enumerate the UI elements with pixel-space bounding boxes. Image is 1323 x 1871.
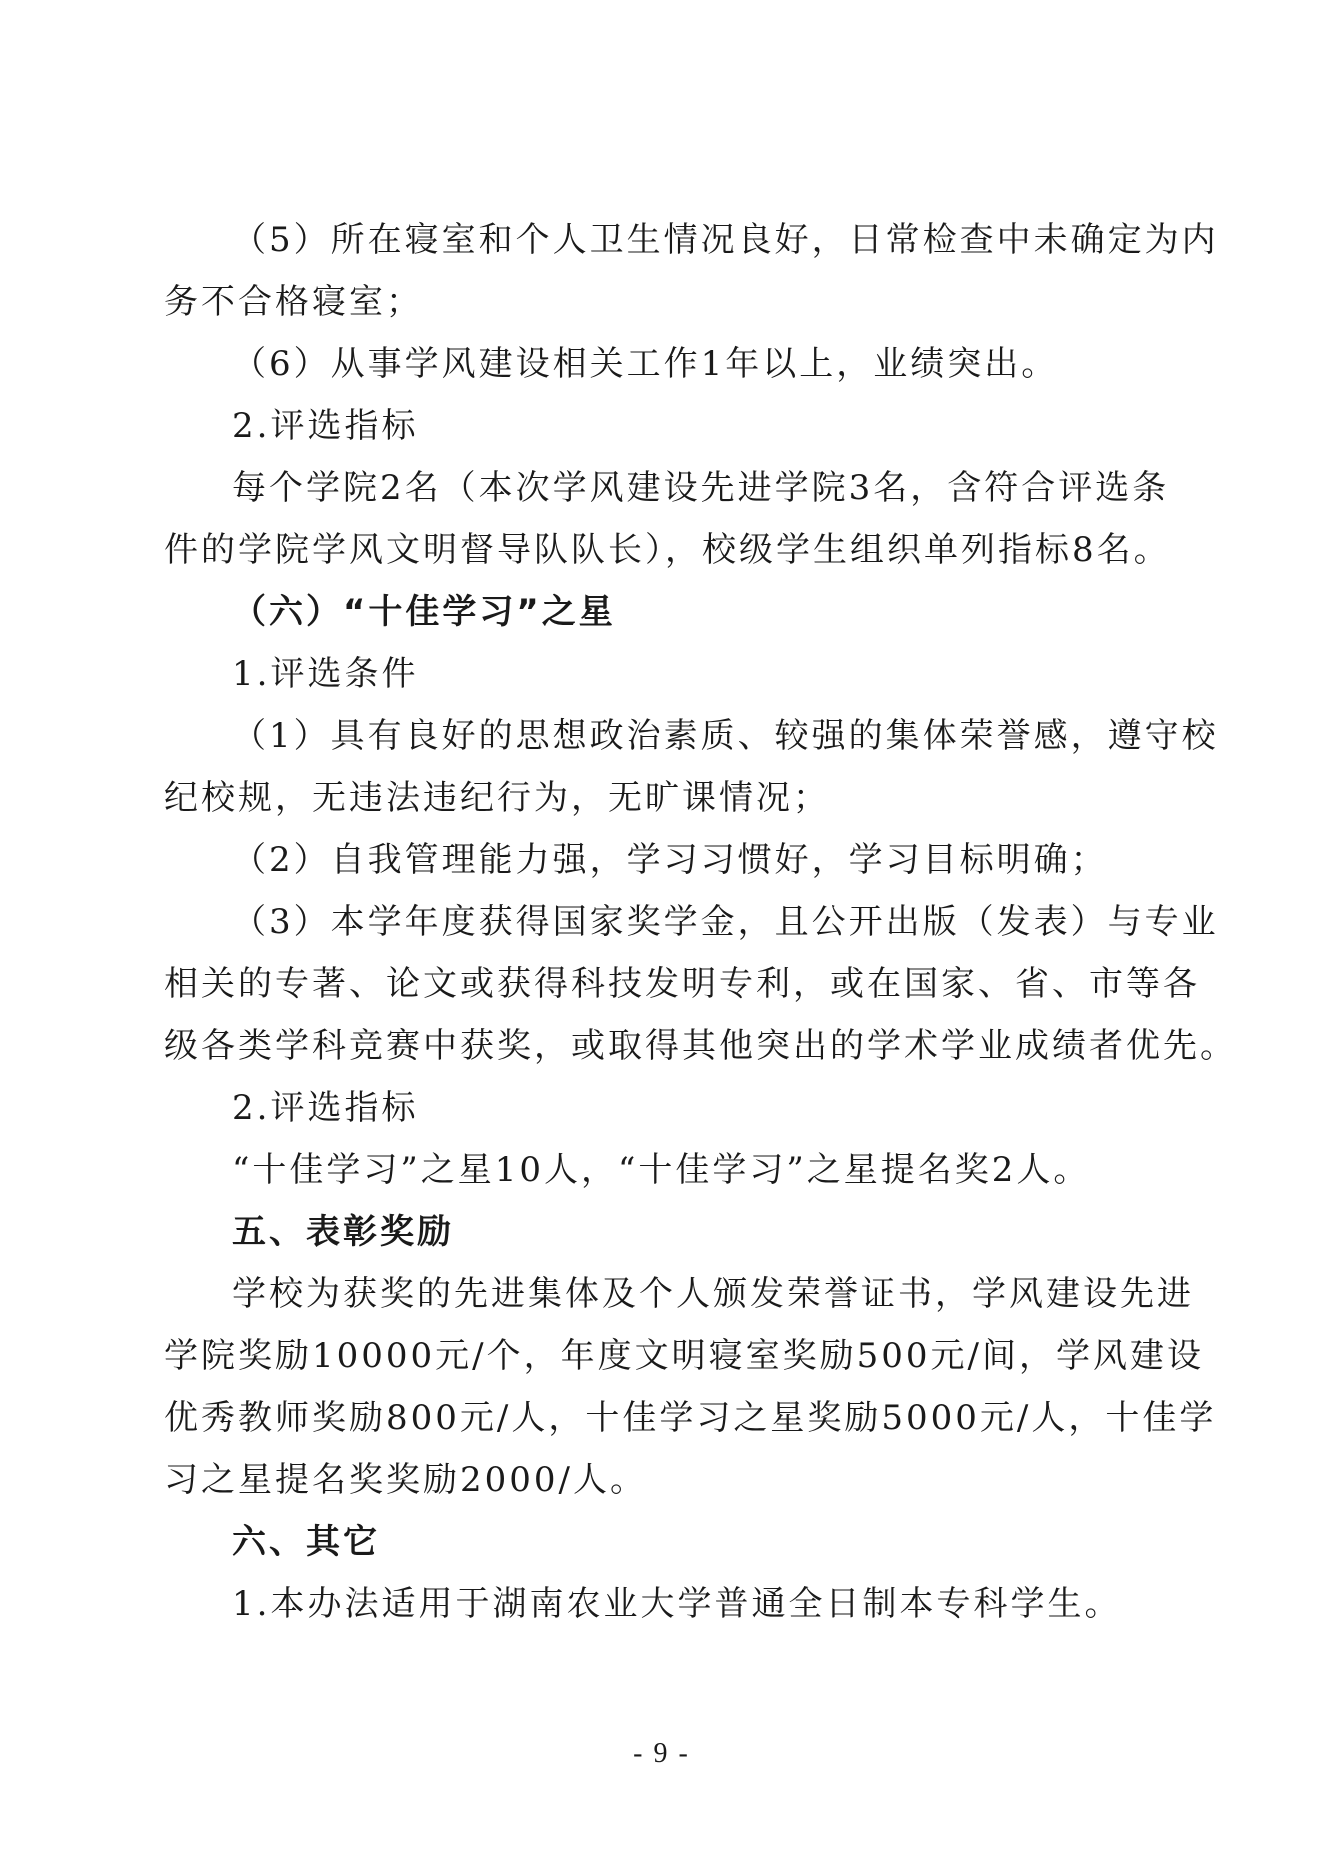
quota-heading: 2.评选指标 [232, 406, 419, 446]
quota-text-line-1: 每个学院2名（本次学风建设先进学院3名，含符合评选条 [232, 468, 1170, 508]
criterion-5-line-2: 务不合格寝室； [164, 282, 423, 322]
criteria-heading: 1.评选条件 [232, 654, 419, 694]
criterion-1-line-2: 纪校规，无违法违纪行为，无旷课情况； [164, 778, 830, 818]
quota-heading-2: 2.评选指标 [232, 1088, 419, 1128]
criterion-1-line-1: （1）具有良好的思想政治素质、较强的集体荣誉感，遵守校 [232, 716, 1219, 756]
rewards-line-1: 学校为获奖的先进集体及个人颁发荣誉证书，学风建设先进 [232, 1274, 1194, 1314]
criterion-5-line-1: （5）所在寝室和个人卫生情况良好，日常检查中未确定为内 [232, 220, 1219, 260]
criterion-3-line-1: （3）本学年度获得国家奖学金，且公开出版（发表）与专业 [232, 902, 1219, 942]
rewards-line-2: 学院奖励10000元/个，年度文明寝室奖励500元/间，学风建设 [164, 1336, 1204, 1376]
criterion-2: （2）自我管理能力强，学习习惯好，学习目标明确； [232, 840, 1108, 880]
quota-text-line-2: 件的学院学风文明督导队队长），校级学生组织单列指标8名。 [164, 530, 1171, 570]
rewards-line-3: 优秀教师奖励800元/人，十佳学习之星奖励5000元/人，十佳学 [164, 1398, 1217, 1438]
criterion-6: （6）从事学风建设相关工作1年以上，业绩突出。 [232, 344, 1059, 384]
section-heading-rewards: 五、表彰奖励 [232, 1212, 454, 1252]
quota-text-2: “十佳学习”之星10人，“十佳学习”之星提名奖2人。 [232, 1150, 1091, 1190]
other-item-1: 1.本办法适用于湖南农业大学普通全日制本专科学生。 [232, 1584, 1122, 1624]
page-number: - 9 - [633, 1738, 690, 1769]
criterion-3-line-2: 相关的专著、论文或获得科技发明专利，或在国家、省、市等各 [164, 964, 1200, 1004]
criterion-3-line-3: 级各类学科竞赛中获奖，或取得其他突出的学术学业成绩者优先。 [164, 1026, 1237, 1066]
section-heading-other: 六、其它 [232, 1522, 380, 1562]
rewards-line-4: 习之星提名奖奖励2000/人。 [164, 1460, 647, 1500]
section-heading-study-star: （六）“十佳学习”之星 [232, 592, 616, 632]
